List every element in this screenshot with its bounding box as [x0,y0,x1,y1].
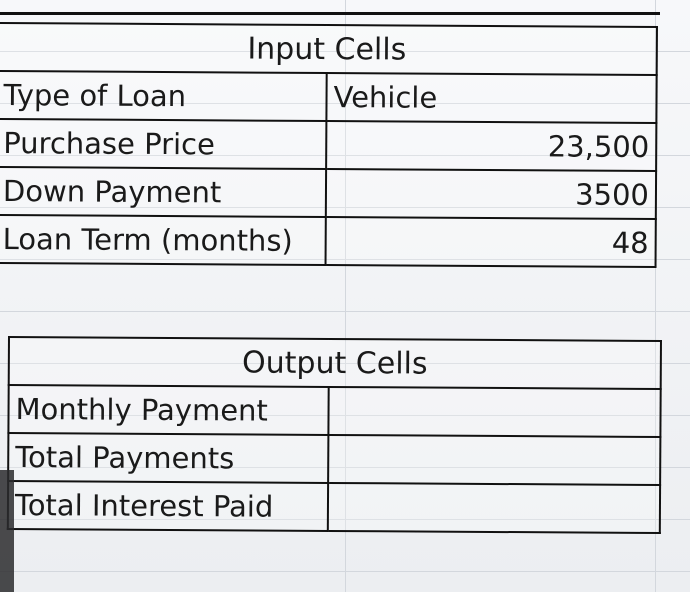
input-cells-table [0,22,658,268]
type-of-loan-label-cell[interactable] [0,71,327,121]
down-payment-value: 3500 [575,177,650,212]
output-row-total-payments [8,433,660,485]
total-interest-paid-value-cell[interactable] [328,483,660,533]
input-cells-title: Input Cells [247,31,407,68]
input-cells-title-cell[interactable] [0,23,657,75]
input-row-down-payment [0,167,656,219]
input-row-type-of-loan [0,71,657,123]
type-of-loan-value: Vehicle [333,80,438,115]
top-border [0,12,660,15]
input-row-loan-term [0,215,656,267]
purchase-price-value-cell[interactable] [326,121,656,171]
total-interest-paid-label-cell[interactable] [8,481,328,531]
loan-term-label-cell[interactable] [0,215,326,265]
total-payments-value-cell[interactable] [328,435,660,485]
output-row-total-interest-paid [8,481,660,533]
output-cells-title-cell[interactable] [9,337,661,389]
loan-term-value: 48 [611,225,649,260]
monthly-payment-label-cell[interactable] [8,385,328,435]
down-payment-value-cell[interactable] [326,169,656,219]
purchase-price-label: Purchase Price [3,126,216,162]
total-payments-label-cell[interactable] [8,433,328,483]
down-payment-label-cell[interactable] [0,167,326,217]
monthly-payment-label: Monthly Payment [15,392,268,428]
screen-edge-shadow [0,470,14,592]
down-payment-label: Down Payment [2,174,222,210]
type-of-loan-value-cell[interactable] [326,73,656,123]
purchase-price-value: 23,500 [547,129,650,164]
input-row-purchase-price [0,119,656,171]
loan-term-value-cell[interactable] [326,217,656,267]
type-of-loan-label: Type of Loan [3,78,187,114]
total-payments-label: Total Payments [15,440,235,476]
output-cells-table [7,336,662,534]
total-interest-paid-label: Total Interest Paid [14,488,274,524]
loan-term-label: Loan Term (months) [2,222,293,258]
output-cells-title: Output Cells [242,344,428,382]
purchase-price-label-cell[interactable] [0,119,326,169]
output-row-monthly-payment [8,385,660,437]
monthly-payment-value-cell[interactable] [328,387,660,437]
